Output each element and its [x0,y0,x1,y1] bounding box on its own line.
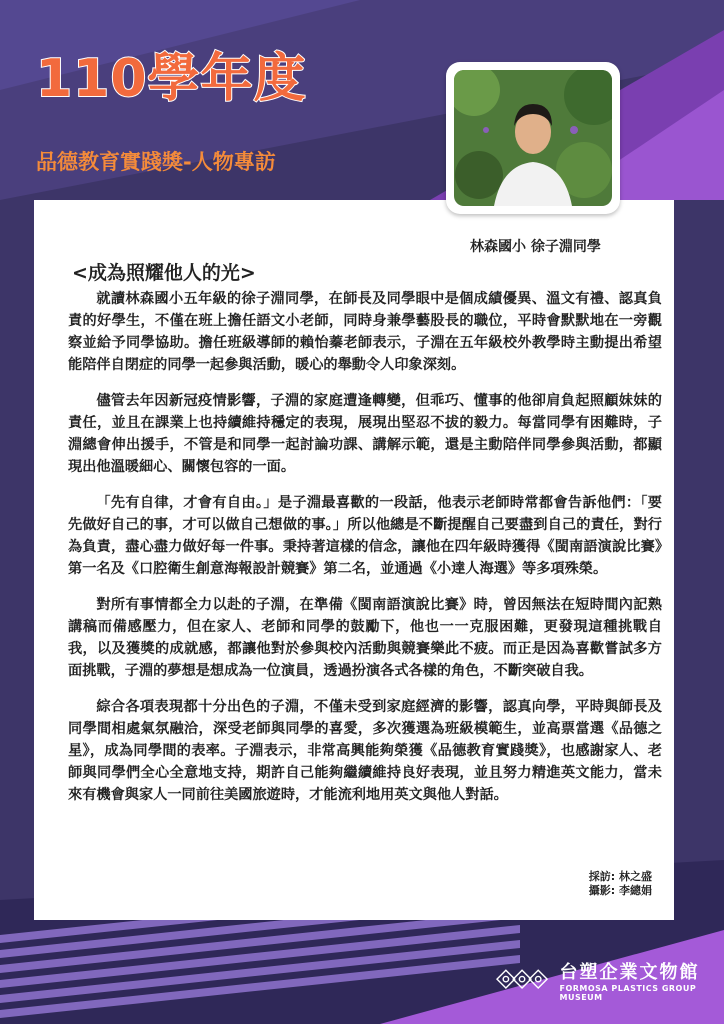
article-paragraph: 就讀林森國小五年級的徐子淵同學，在師長及同學眼中是個成績優異、溫文有禮、認真負責的好學生，不僅在班上擔任語文小老師，同時身兼學藝股長的職位，平時會默默地在一旁觀察並給予同學協助。擔任班級導師的賴怡蓁老師表示，子淵在五年級校外教學時主動提出希望能陪伴自閉症的同學一起參與活動，暖心的舉動令人印象深刻。 [68,291,662,373]
museum-logo [496,958,724,1002]
page-title: 110學年度 [36,49,307,109]
article-paragraph: 對所有事情都全力以赴的子淵，在準備《閩南語演說比賽》時，曾因無法在短時間內記熟講稿而備感壓力，但在家人、老師和同學的鼓勵下，他也一一克服困難，更發現這種挑戰自我，以及獲獎的成就感，都讓他對於參與校內活動與競賽樂此不疲。而正是因為喜歡嘗試多方面挑戰，子淵的夢想是想成為一位演員，透過扮演各式各樣的角色，不斷突破自我。 [68,597,662,679]
museum-name-en: FORMOSA PLASTICS GROUP MUSEUM [559,984,697,1002]
profile-caption: 林森國小 徐子淵同學 [470,239,601,255]
page-subtitle: 品德教育實踐獎-人物專訪 [36,150,276,174]
photo-credit: 攝影: 李總娟 [588,884,652,897]
student-photo-frame [446,62,620,214]
student-photo [454,70,612,206]
article-body [68,288,662,820]
article-heading: <成為照耀他人的光> [72,262,256,284]
credits [589,870,652,898]
article-paragraph: 「先有自律，才會有自由。」是子淵最喜歡的一段話，他表示老師時常都會告訴他們：「要先做好自己的事，才可以做自己想做的事。」所以他總是不斷提醒自己要盡到自己的責任，對行為負責，盡心盡力做好每一件事。秉持著這樣的信念，讓他在四年級時獲得《閩南語演說比賽》第一名及《口腔衛生創意海報設計競賽》第二名，並通過《小達人海選》等多項殊榮。 [68,495,662,577]
museum-emblem-icon [496,960,553,1000]
museum-name: 台塑企業文物館 [559,962,700,983]
article-paragraph: 儘管去年因新冠疫情影響，子淵的家庭遭逢轉變，但乖巧、懂事的他卻肩負起照顧妹妹的責任，並且在課業上也持續維持穩定的表現，展現出堅忍不拔的毅力。每當同學有困難時，子淵總會伸出援手，不管是和同學一起討論功課、講解示範，還是主動陪伴同學參與活動，都顯現出他溫暖細心、關懷包容的一面。 [68,393,662,475]
article-paragraph: 綜合各項表現都十分出色的子淵，不僅未受到家庭經濟的影響，認真向學，平時與師長及同學間相處氣氛融洽，深受老師與同學的喜愛，多次獲選為班級模範生，並高票當選《品德之星》，成為同學間的表率。子淵表示，非常高興能夠榮獲《品德教育實踐獎》，也感謝家人、老師與同學們全心全意地支持，期許自己能夠繼續維持良好表現，並且努力精進英文能力，當未來有機會與家人一同前往美國旅遊時，才能流利地用英文與他人對話。 [68,699,662,803]
interview-credit: 採訪: 林之盛 [588,870,652,883]
